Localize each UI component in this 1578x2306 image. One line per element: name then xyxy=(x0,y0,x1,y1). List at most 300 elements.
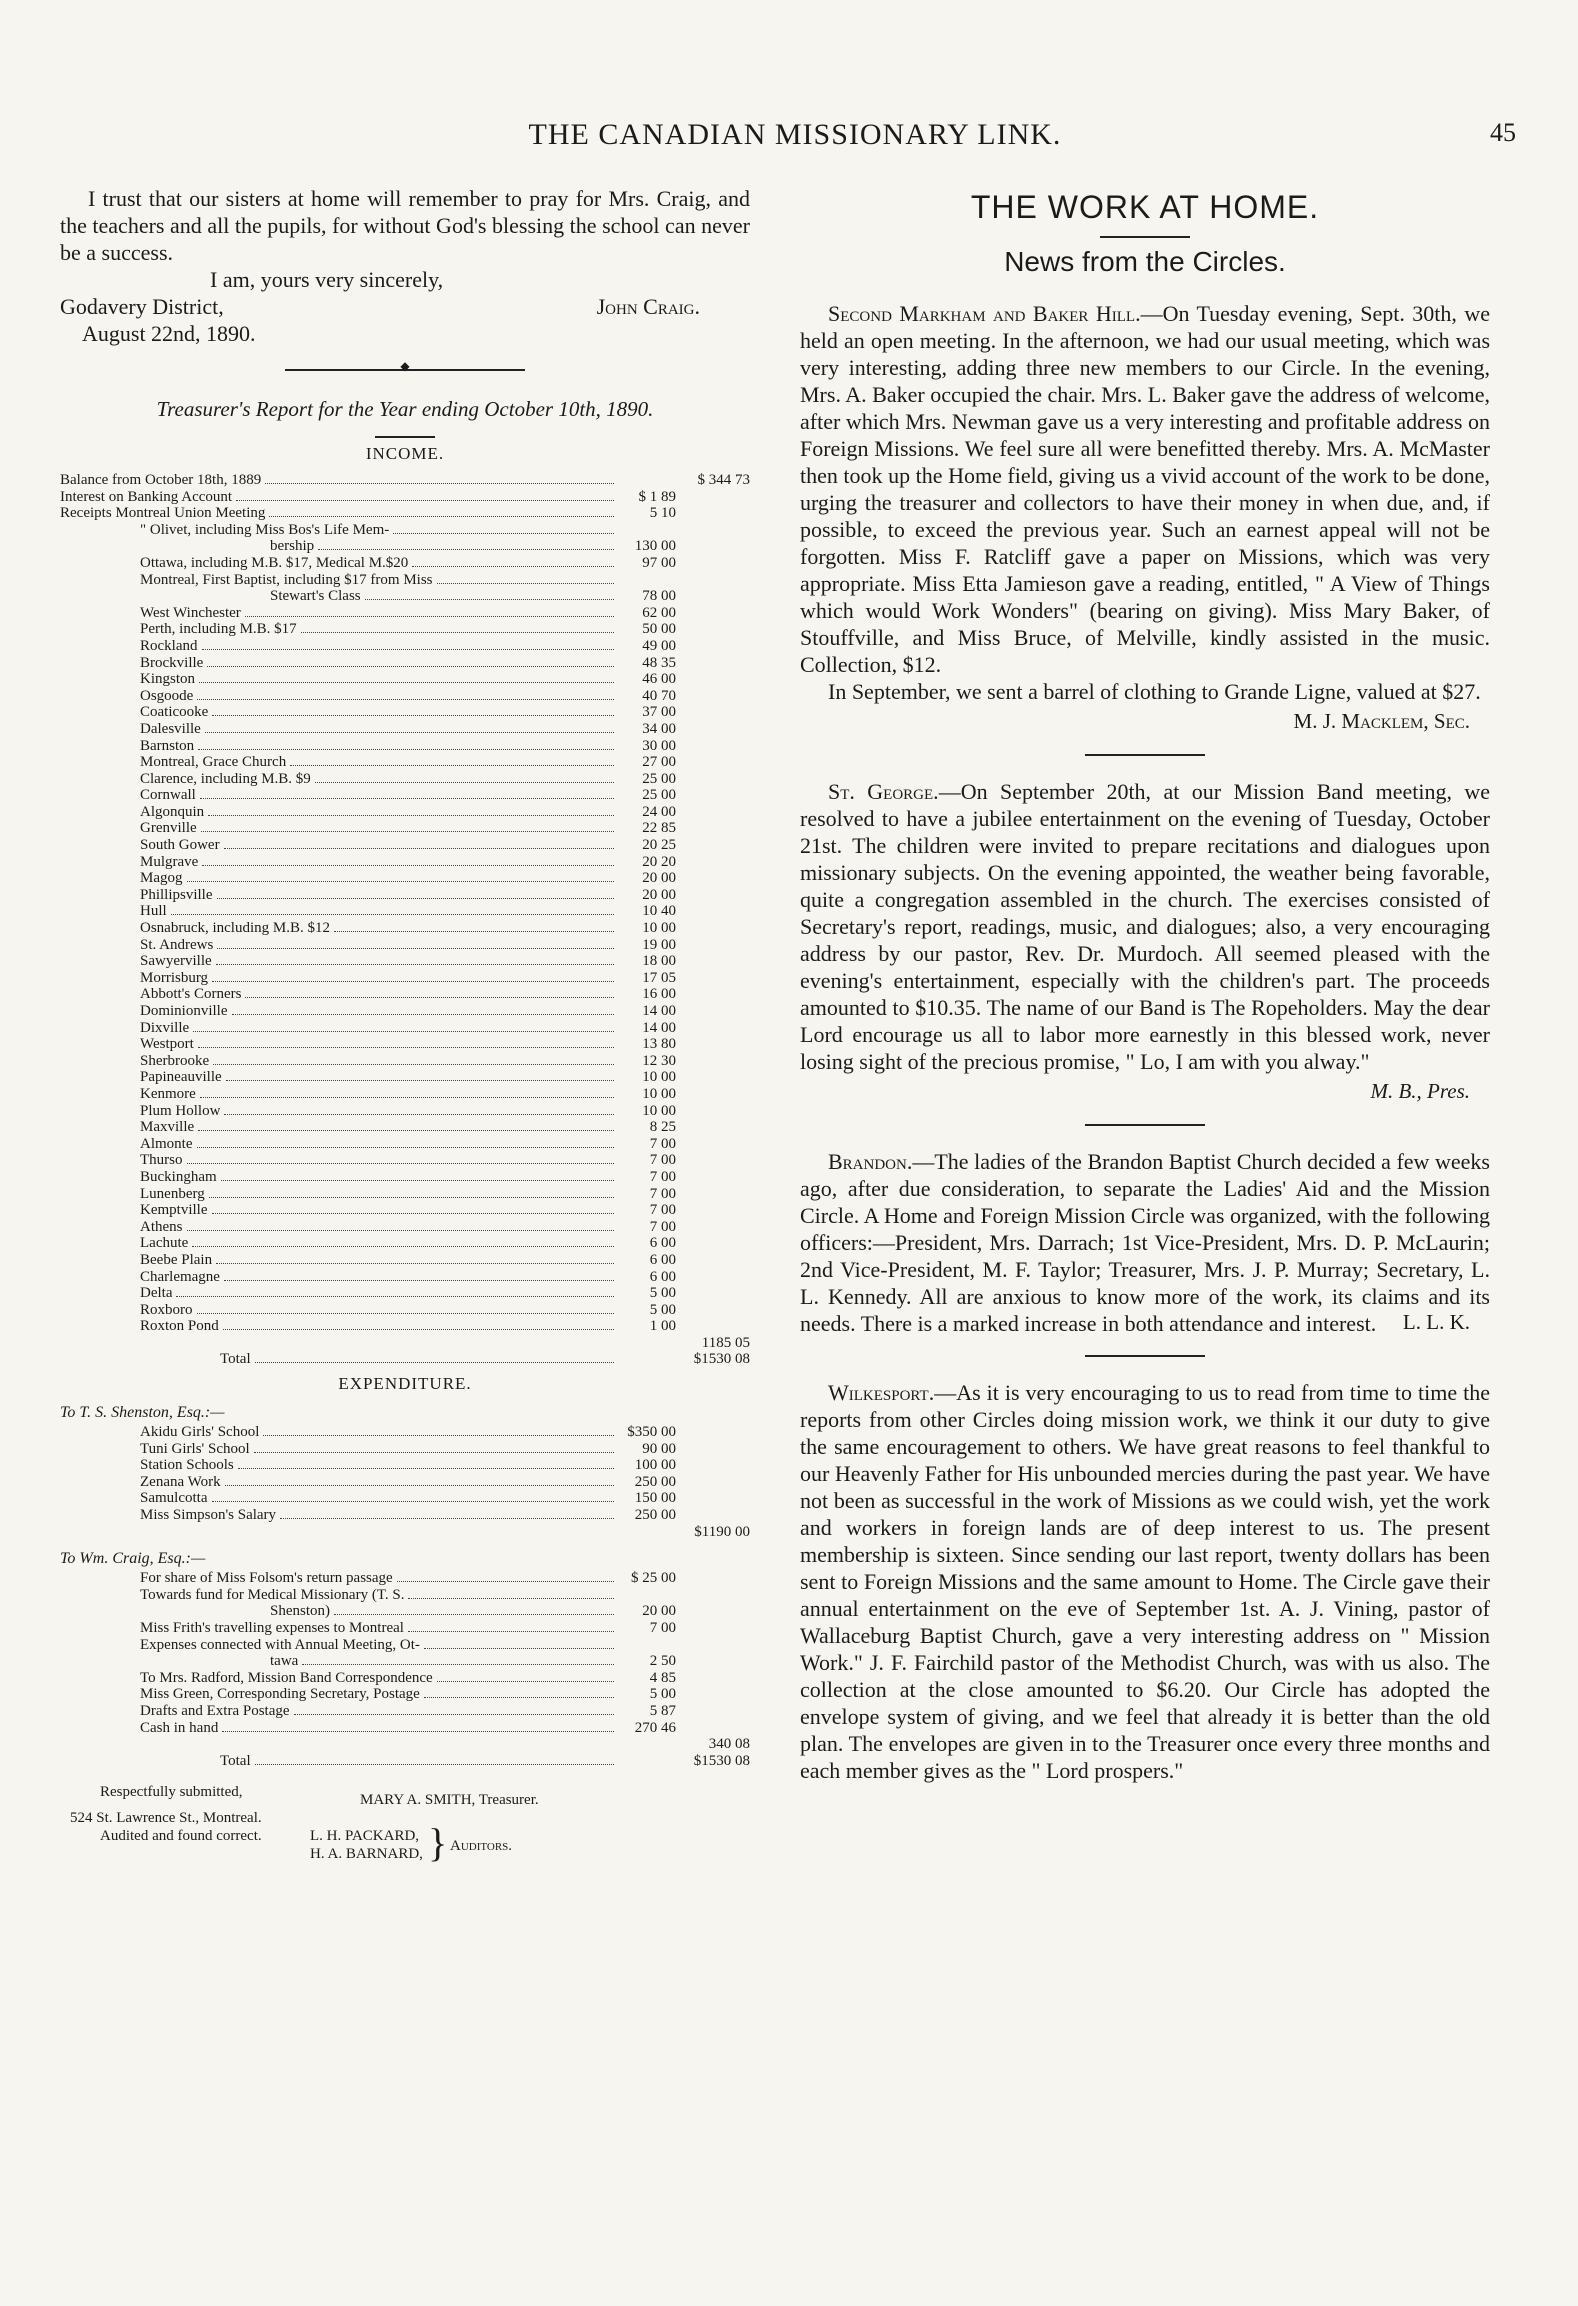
ledger-amount: 10 40 xyxy=(642,903,676,920)
title-rule xyxy=(1100,236,1190,238)
ledger-row xyxy=(60,1507,750,1524)
ledger-label: Ottawa, including M.B. $17, Medical M.$20 xyxy=(140,554,409,571)
letter-signature: John Craig. xyxy=(596,294,700,319)
leader-dots xyxy=(393,533,614,534)
leader-dots xyxy=(208,815,614,816)
ledger-label: tawa xyxy=(270,1653,299,1670)
ledger-row xyxy=(60,1490,750,1507)
leader-dots xyxy=(193,1031,614,1032)
audited-statement: Audited and found correct. xyxy=(100,1828,262,1845)
leader-dots xyxy=(437,583,615,584)
leader-dots xyxy=(408,1598,614,1599)
leader-dots xyxy=(200,798,614,799)
ledger-row xyxy=(60,1318,750,1335)
ledger-amount: 7 00 xyxy=(649,1152,676,1169)
leader-dots xyxy=(245,616,614,617)
leader-dots xyxy=(334,1614,614,1615)
ledger-amount: 22 85 xyxy=(642,820,676,837)
ledger-amount: 5 00 xyxy=(649,1301,676,1318)
leader-dots xyxy=(265,483,614,484)
ledger-row xyxy=(60,1424,750,1441)
leader-dots xyxy=(217,948,614,949)
ledger-label: Osgoode xyxy=(140,687,194,704)
left-column xyxy=(60,185,750,1873)
ledger-label: Maxville xyxy=(140,1119,195,1136)
letter-date: August 22nd, 1890. xyxy=(82,321,256,346)
ledger-row xyxy=(60,854,750,871)
leader-dots xyxy=(315,782,614,783)
leader-dots xyxy=(197,699,614,700)
leader-dots xyxy=(202,865,614,866)
ledger-row xyxy=(60,572,750,589)
ledger-label: Papineauville xyxy=(140,1069,222,1086)
leader-dots xyxy=(223,1329,614,1330)
ledger-amount: 7 00 xyxy=(649,1168,676,1185)
ledger-row xyxy=(60,1103,750,1120)
ledger-amount: 20 00 xyxy=(642,886,676,903)
leader-dots xyxy=(209,1197,614,1198)
ledger-label: To Mrs. Radford, Mission Band Correspondence xyxy=(140,1669,433,1686)
ledger-row xyxy=(60,870,750,887)
ledger-label: Tuni Girls' School xyxy=(140,1440,250,1457)
ledger-amount: 250 00 xyxy=(634,1507,676,1524)
ledger-amount: 10 00 xyxy=(642,1102,676,1119)
ledger-amount: 100 00 xyxy=(634,1457,676,1474)
ledger-label: Sherbrooke xyxy=(140,1052,210,1069)
leader-dots xyxy=(176,1296,614,1297)
ledger-label: Phillipsville xyxy=(140,886,213,903)
ledger-label: Station Schools xyxy=(140,1457,234,1474)
ledger-row xyxy=(60,1086,750,1103)
ledger-label: Roxboro xyxy=(140,1301,193,1318)
ledger-row xyxy=(60,738,750,755)
ledger-label: Morrisburg xyxy=(140,969,209,986)
ledger-amount: 20 25 xyxy=(642,837,676,854)
leader-dots xyxy=(212,1213,615,1214)
ledger-row xyxy=(60,1003,750,1020)
leader-dots xyxy=(254,1452,614,1453)
ledger-row xyxy=(60,1603,750,1620)
ledger-row xyxy=(60,472,750,489)
ledger-amount: 5 87 xyxy=(649,1702,676,1719)
ledger-amount: 34 00 xyxy=(642,720,676,737)
ledger-label: " Olivet, including Miss Bos's Life Mem- xyxy=(140,521,390,538)
ledger-amount: 6 00 xyxy=(649,1235,676,1252)
leader-dots xyxy=(318,549,614,550)
ledger-row xyxy=(60,1524,750,1541)
leader-dots xyxy=(199,682,614,683)
report-lead: Wilkesport. xyxy=(828,1380,935,1405)
ledger-label: West Winchester xyxy=(140,604,241,621)
ledger-row xyxy=(60,1637,750,1654)
leader-dots xyxy=(255,1362,614,1363)
ledger-row xyxy=(60,1269,750,1286)
leader-dots xyxy=(255,1764,614,1765)
ledger-subtotal: $1530 08 xyxy=(693,1752,750,1769)
ledger-amount: 1 00 xyxy=(649,1318,676,1335)
leader-dots xyxy=(213,1064,614,1065)
ledger-amount: 49 00 xyxy=(642,637,676,654)
leader-dots xyxy=(224,1280,614,1281)
leader-dots xyxy=(202,649,615,650)
ledger-amount: 50 00 xyxy=(642,621,676,638)
leader-dots xyxy=(238,1468,614,1469)
ledger-amount: 14 00 xyxy=(642,1019,676,1036)
leader-dots xyxy=(207,666,614,667)
ledger-subtotal: 340 08 xyxy=(708,1736,750,1753)
ledger-label: Almonte xyxy=(140,1135,193,1152)
letter-place: Godavery District, xyxy=(60,294,224,319)
page-number: 45 xyxy=(1490,118,1516,147)
report-wilkesport xyxy=(800,1379,1490,1784)
leader-dots xyxy=(226,1080,614,1081)
leader-dots xyxy=(397,1581,614,1582)
ledger-amount: 5 00 xyxy=(649,1686,676,1703)
ledger-amount: 16 00 xyxy=(642,986,676,1003)
report-text: —As it is very encouraging to us to read from time to time the reports from other Circles doing mission work, we think it our duty to give the same encouragement to others. We have great reasons to feel thankful to our Heavenly Father for His unbounded mercies during the past year. We have not been as successful in the work of Missions as we could wish, yet the work and workers in foreign lands are of deep interest to us. The present membership is sixteen. Since sending our last report, twenty dollars has been sent to Foreign Missions and the same amount to Home. The Circle gave their annual entertainment on the eve of September 1st. A. J. Vining, pastor of Wallaceburg Baptist Church, gave a very interesting address on " Mission Work." J. F. Fairchild pastor of the Methodist Church, was with us also. The collection at the close amounted to $6.20. Our Circle has adopted the envelope system of giving, and we feel that already it is better than the old plan. The envelopes are given in to the Treasurer once every three months and each member gives as the " Lord prospers." xyxy=(800,1380,1491,1783)
ledger-row xyxy=(60,1136,750,1153)
ledger-label: Sawyerville xyxy=(140,953,212,970)
leader-dots xyxy=(245,997,614,998)
expenditure-ledger-shenston xyxy=(60,1424,750,1540)
letter-signature-line xyxy=(60,293,750,320)
ledger-label: For share of Miss Folsom's return passage xyxy=(140,1570,393,1587)
short-rule xyxy=(375,436,435,438)
ledger-label: Cornwall xyxy=(140,787,196,804)
ledger-amount: 5 10 xyxy=(649,505,676,522)
ledger-label: Thurso xyxy=(140,1152,183,1169)
ledger-row xyxy=(60,1202,750,1219)
payee-shenston: To T. S. Shenston, Esq.:— xyxy=(60,1404,225,1422)
ledger-amount: 7 00 xyxy=(649,1202,676,1219)
treasurer-name: MARY A. SMITH, Treasurer. xyxy=(360,1792,539,1809)
leader-dots xyxy=(294,1714,614,1715)
ledger-amount: 270 46 xyxy=(634,1719,676,1736)
ledger-label: Samulcotta xyxy=(140,1490,208,1507)
ledger-amount: 7 00 xyxy=(649,1185,676,1202)
ledger-row xyxy=(60,1570,750,1587)
ledger-label: Hull xyxy=(140,903,167,920)
leader-dots xyxy=(216,964,614,965)
ledger-label: Delta xyxy=(140,1285,173,1302)
expenditure-heading: EXPENDITURE. xyxy=(338,1374,472,1394)
ledger-row xyxy=(60,555,750,572)
ledger-amount: 78 00 xyxy=(642,588,676,605)
leader-dots xyxy=(192,1246,614,1247)
ledger-row xyxy=(60,1441,750,1458)
right-column xyxy=(800,185,1490,1792)
ledger-row xyxy=(60,1020,750,1037)
leader-dots xyxy=(216,1263,614,1264)
ledger-row xyxy=(60,704,750,721)
ledger-label: Dominionville xyxy=(140,1003,228,1019)
report-extra: In September, we sent a barrel of clothing to Grande Ligne, valued at $27. xyxy=(828,679,1481,704)
ledger-row xyxy=(60,1219,750,1236)
ledger-label: bership xyxy=(270,538,315,555)
ledger-row xyxy=(60,970,750,987)
ledger-amount: 46 00 xyxy=(642,671,676,688)
report-footer xyxy=(60,1783,750,1873)
ledger-row xyxy=(60,1119,750,1136)
ledger-label: Receipts Montreal Union Meeting xyxy=(60,505,266,522)
leader-dots xyxy=(224,848,614,849)
ledger-row xyxy=(60,1335,750,1352)
ledger-amount: 6 00 xyxy=(649,1268,676,1285)
letter-closing: I am, yours very sincerely, xyxy=(210,267,444,292)
ledger-amount: 130 00 xyxy=(634,538,676,555)
ledger-amount: 20 00 xyxy=(642,870,676,887)
leader-dots xyxy=(187,1230,615,1231)
ledger-amount: 20 20 xyxy=(642,853,676,870)
income-ledger xyxy=(60,472,750,1368)
ledger-row xyxy=(60,1235,750,1252)
ledger-row xyxy=(60,1736,750,1753)
leader-dots xyxy=(302,1664,614,1665)
leader-dots xyxy=(437,1681,614,1682)
ledger-amount: 25 00 xyxy=(642,787,676,804)
ledger-label: Rockland xyxy=(140,637,198,654)
ledger-label: Abbott's Corners xyxy=(140,986,242,1003)
ledger-subtotal: $1190 00 xyxy=(694,1523,750,1540)
ledger-row xyxy=(60,1457,750,1474)
report-title: Treasurer's Report for the Year ending October 10th, 1890. xyxy=(156,397,654,421)
ledger-label: Charlemagne xyxy=(140,1268,220,1285)
ledger-row xyxy=(60,920,750,937)
leader-dots xyxy=(232,1014,615,1015)
leader-dots xyxy=(212,1501,615,1502)
ledger-amount: $350 00 xyxy=(627,1424,676,1441)
report-text: —On Tuesday evening, Sept. 30th, we held an open meeting. In the afternoon, we had our usual meeting, which was very interesting, adding three new members to our Circle. In the evening, Mrs. A. Baker occupied the chair. Mrs. L. Baker gave the address of welcome, after which Mrs. Newman gave us a very interesting and profitable address on Foreign Missions. We feel sure all were benefitted thereby. Mrs. A. McMaster then took up the Home field, giving us a vivid account of the work to be done, urging the treasurer and collectors to have their money in when due, and, if possible, to exceed the previous year. Such an earnest appeal will not be forgotten. Miss F. Ratcliff gave a paper on Missions, which was very appropriate. Miss Etta Jamieson gave a reading, entitled, " A View of Things which would Work Wonders" (bearing on giving). Miss Mary Baker, of Stouffville, and Miss Bruce, of Melville, kindly assisted in the music. Collection, $12. xyxy=(800,301,1490,677)
ledger-row xyxy=(60,1186,750,1203)
leader-dots xyxy=(198,1047,614,1048)
ledger-label: Balance from October 18th, 1889 xyxy=(60,472,262,488)
leader-dots xyxy=(225,1485,614,1486)
ledger-amount: 13 80 xyxy=(642,1036,676,1053)
leader-dots xyxy=(290,765,614,766)
ledger-label: Cash in hand xyxy=(140,1719,219,1736)
report-text: —The ladies of the Brandon Baptist Church decided a few weeks ago, after due consideration, to separate the Ladies' Aid and the Mission Circle. A Home and Foreign Mission Circle was organized, with the following officers:—President, Mrs. Darrach; 1st Vice-President, Mrs. D. P. McLaurin; 2nd Vice-President, M. F. Taylor; Treasurer, Mrs. J. P. Murray; Secretary, L. L. Kennedy. All are anxious to know more of the work, its claims and its needs. There is a marked increase in both attendance and interest. xyxy=(800,1149,1490,1336)
ledger-label: Coaticooke xyxy=(140,704,209,721)
expenditure-ledger-craig xyxy=(60,1570,750,1769)
ledger-label: Montreal, First Baptist, including $17 from Miss xyxy=(140,571,433,588)
ledger-amount: 14 00 xyxy=(642,1003,676,1019)
ledger-amount: 27 00 xyxy=(642,754,676,771)
leader-dots xyxy=(197,1313,615,1314)
leader-dots xyxy=(187,881,615,882)
ledger-row xyxy=(60,1686,750,1703)
leader-dots xyxy=(424,1697,614,1698)
ledger-amount: 6 00 xyxy=(649,1251,676,1268)
ledger-row xyxy=(60,771,750,788)
ledger-row xyxy=(60,1036,750,1053)
leader-dots xyxy=(365,599,614,600)
ledger-row xyxy=(60,1053,750,1070)
report-lead: Second Markham and Baker Hill. xyxy=(828,301,1141,326)
ledger-amount: 7 00 xyxy=(649,1620,676,1636)
report-separator xyxy=(1085,1124,1205,1126)
ledger-row xyxy=(60,887,750,904)
ledger-amount: 24 00 xyxy=(642,803,676,820)
leader-dots xyxy=(205,732,614,733)
report-separator xyxy=(1085,754,1205,756)
ledger-amount: 8 25 xyxy=(649,1119,676,1136)
leader-dots xyxy=(201,831,614,832)
ledger-amount: 40 70 xyxy=(642,687,676,704)
ledger-amount: 7 00 xyxy=(649,1135,676,1152)
ledger-row xyxy=(60,1169,750,1186)
report-lead: Brandon. xyxy=(828,1149,913,1174)
ledger-label: Expenses connected with Annual Meeting, Ot- xyxy=(140,1636,420,1653)
leader-dots xyxy=(171,914,614,915)
ledger-label: Westport xyxy=(140,1036,194,1053)
ledger-amount: 10 00 xyxy=(642,1069,676,1086)
ledger-row xyxy=(60,605,750,622)
ledger-row xyxy=(60,1252,750,1269)
ledger-row xyxy=(60,1351,750,1368)
ledger-amount: 90 00 xyxy=(642,1440,676,1457)
ledger-label: Brockville xyxy=(140,654,204,671)
ledger-label: Dalesville xyxy=(140,720,201,737)
ledger-row xyxy=(60,588,750,605)
ledger-row xyxy=(60,953,750,970)
ledger-row xyxy=(60,754,750,771)
ledger-label: Osnabruck, including M.B. $12 xyxy=(140,920,330,937)
ledger-row xyxy=(60,1302,750,1319)
leader-dots xyxy=(334,931,614,932)
leader-dots xyxy=(408,1631,614,1632)
leader-dots xyxy=(198,749,614,750)
ledger-label: Clarence, including M.B. $9 xyxy=(140,770,311,787)
leader-dots xyxy=(197,1147,615,1148)
ledger-row xyxy=(60,1587,750,1604)
ledger-row xyxy=(60,937,750,954)
ledger-label: Buckingham xyxy=(140,1168,217,1185)
leader-dots xyxy=(263,1435,614,1436)
report-lead: St. George. xyxy=(828,779,939,804)
income-heading: INCOME. xyxy=(365,444,445,463)
ledger-amount: 62 00 xyxy=(642,604,676,621)
ledger-row xyxy=(60,1620,750,1637)
ledger-amount: 37 00 xyxy=(642,704,676,721)
ledger-amount: 30 00 xyxy=(642,737,676,754)
leader-dots xyxy=(280,1518,614,1519)
leader-dots xyxy=(221,1180,614,1181)
ledger-row xyxy=(60,903,750,920)
ledger-row xyxy=(60,1653,750,1670)
ledger-label: Interest on Banking Account xyxy=(60,488,233,505)
ledger-label: Towards fund for Medical Missionary (T. S. xyxy=(140,1586,405,1603)
ledger-label: Miss Simpson's Salary xyxy=(140,1507,277,1524)
leader-dots xyxy=(212,715,614,716)
ledger-label: St. Andrews xyxy=(140,936,214,953)
ledger-label: Plum Hollow xyxy=(140,1102,221,1119)
ledger-label: Miss Frith's travelling expenses to Montreal xyxy=(140,1620,404,1636)
leader-dots xyxy=(222,1731,614,1732)
report-brandon xyxy=(800,1148,1490,1335)
ledger-amount: 12 30 xyxy=(642,1052,676,1069)
work-at-home-title: THE WORK AT HOME. xyxy=(970,189,1320,225)
ledger-amount: 17 05 xyxy=(642,969,676,986)
auditors-brace: } xyxy=(428,1820,448,1866)
ledger-subtotal: $ 344 73 xyxy=(697,472,750,488)
running-title: THE CANADIAN MISSIONARY LINK. xyxy=(528,118,1062,151)
ledger-row xyxy=(60,1285,750,1302)
ledger-label: Stewart's Class xyxy=(270,588,361,605)
leader-dots xyxy=(198,1130,614,1131)
ledger-row xyxy=(60,655,750,672)
ledger-label: Kingston xyxy=(140,671,196,688)
ledger-row xyxy=(60,986,750,1003)
ledger-label: Perth, including M.B. $17 xyxy=(140,621,297,638)
ledger-row xyxy=(60,1069,750,1086)
ledger-label: Athens xyxy=(140,1218,183,1235)
leader-dots xyxy=(224,1114,614,1115)
ledger-amount: 7 00 xyxy=(649,1218,676,1235)
ledger-label: Barnston xyxy=(140,737,195,754)
ledger-amount: 5 00 xyxy=(649,1285,676,1302)
ledger-amount: 48 35 xyxy=(642,654,676,671)
ledger-amount: 10 00 xyxy=(642,1085,676,1102)
ledger-amount: $ 25 00 xyxy=(631,1570,676,1587)
ledger-label: Beebe Plain xyxy=(140,1251,213,1268)
ledger-label: Algonquin xyxy=(140,803,205,820)
ledger-row xyxy=(60,804,750,821)
ledger-subtotal: 1185 05 xyxy=(701,1334,750,1351)
ledger-row xyxy=(60,538,750,555)
ledger-label: Magog xyxy=(140,870,183,887)
ledger-amount: 150 00 xyxy=(634,1490,676,1507)
ledger-row xyxy=(60,787,750,804)
leader-dots xyxy=(269,516,614,517)
payee-craig: To Wm. Craig, Esq.:— xyxy=(60,1550,206,1568)
report-signature: M. B., Pres. xyxy=(1370,1079,1470,1103)
ledger-row xyxy=(60,489,750,506)
ledger-row xyxy=(60,621,750,638)
ledger-row xyxy=(60,1670,750,1687)
leader-dots xyxy=(217,898,614,899)
ledger-row xyxy=(60,688,750,705)
respectfully-submitted: Respectfully submitted, xyxy=(100,1784,243,1801)
ledger-row xyxy=(60,522,750,539)
ledger-subtotal: $1530 08 xyxy=(693,1351,750,1368)
ledger-row xyxy=(60,1703,750,1720)
auditor-1: L. H. PACKARD, xyxy=(310,1828,420,1845)
ledger-amount: 250 00 xyxy=(634,1473,676,1490)
ledger-amount: 20 00 xyxy=(642,1603,676,1620)
ledger-label: Kemptville xyxy=(140,1202,208,1219)
ledger-amount: 25 00 xyxy=(642,770,676,787)
leader-dots xyxy=(301,632,614,633)
leader-dots xyxy=(212,981,614,982)
news-subtitle: News from the Circles. xyxy=(1004,246,1286,277)
ledger-label: Drafts and Extra Postage xyxy=(140,1702,290,1719)
ledger-row xyxy=(60,505,750,522)
report-separator xyxy=(1085,1355,1205,1357)
ledger-label: Miss Green, Corresponding Secretary, Postage xyxy=(140,1686,420,1703)
ledger-label: Zenana Work xyxy=(140,1473,221,1490)
ledger-amount: 18 00 xyxy=(642,953,676,970)
ledger-amount: 19 00 xyxy=(642,936,676,953)
report-markham xyxy=(800,300,1490,734)
auditor-2: H. A. BARNARD, xyxy=(310,1846,423,1863)
ledger-row xyxy=(60,1720,750,1737)
report-signature: L. L. K. xyxy=(1402,1310,1470,1334)
ledger-label: Montreal, Grace Church xyxy=(140,754,287,771)
ledger-label: Total xyxy=(220,1752,251,1769)
ledger-amount: 10 00 xyxy=(642,920,676,937)
ledger-label: Roxton Pond xyxy=(140,1318,219,1335)
section-divider xyxy=(285,369,525,371)
